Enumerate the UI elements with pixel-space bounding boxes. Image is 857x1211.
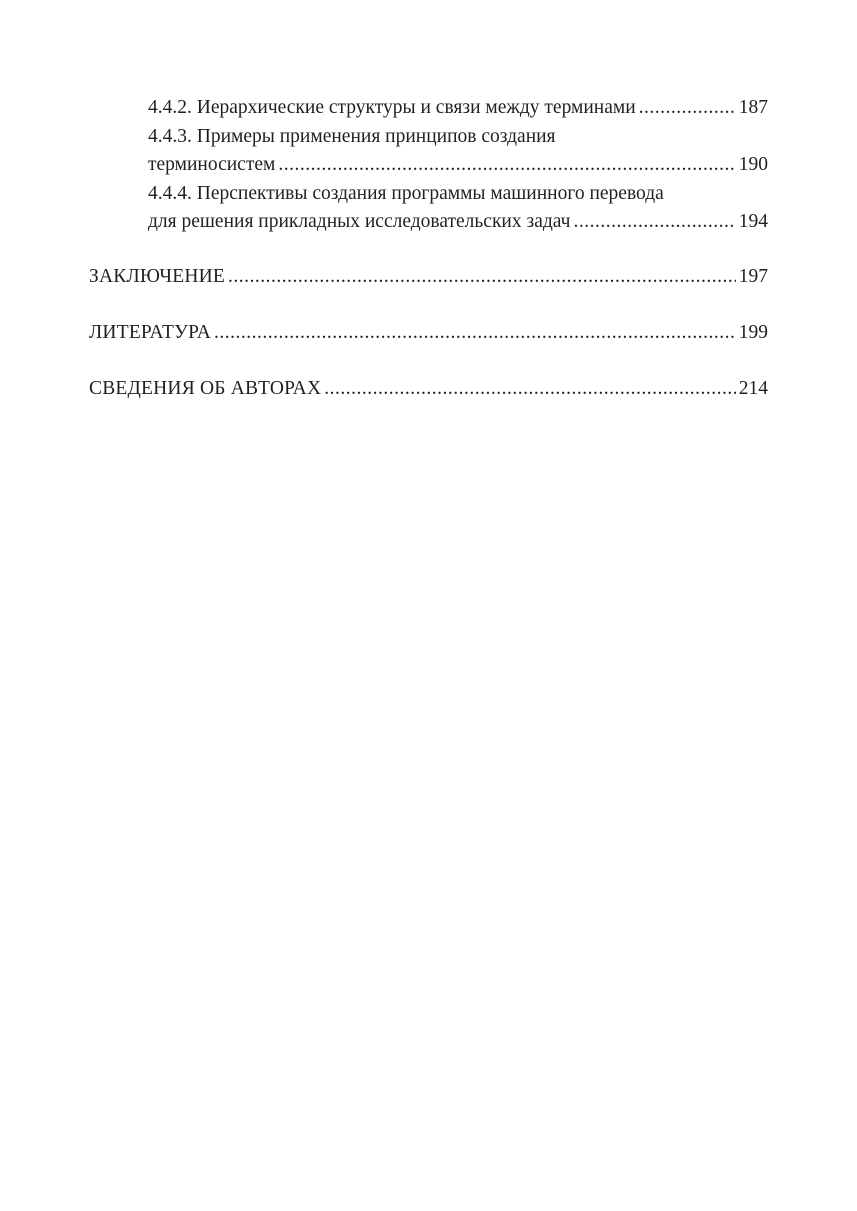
toc-entry-page: 190 <box>738 154 768 175</box>
toc-entry-number: 4.4.3. <box>148 126 192 147</box>
toc-entry-literature[interactable] <box>89 319 768 347</box>
toc-entry-line <box>148 208 768 236</box>
toc-entry-page: 199 <box>738 322 768 343</box>
dot-leader <box>573 208 735 236</box>
toc-entry-page: 214 <box>738 378 768 399</box>
dot-leader <box>214 319 736 347</box>
toc-entry-title-line1: Перспективы создания программы машинного перевода <box>196 183 664 204</box>
toc-entry-title: Иерархические структуры и связи между терминами <box>196 97 636 118</box>
dot-leader <box>228 263 736 291</box>
toc-entry-line <box>148 151 768 179</box>
toc-entry-title-line2: терминосистем <box>148 154 276 175</box>
toc-entry-line <box>89 263 768 291</box>
toc-entry-4-4-2[interactable] <box>148 94 768 122</box>
dot-leader <box>278 151 735 179</box>
toc-entry-4-4-4[interactable] <box>148 180 768 236</box>
toc-entry-line <box>89 319 768 347</box>
toc-entry-conclusion[interactable] <box>89 263 768 291</box>
toc-entry-text <box>148 123 768 151</box>
toc-entry-line <box>148 94 768 122</box>
toc-entry-4-4-3[interactable] <box>148 123 768 179</box>
toc-entry-page: 187 <box>738 97 768 118</box>
table-of-contents <box>89 94 768 403</box>
toc-entry-title-line2: для решения прикладных исследовательских задач <box>148 211 571 232</box>
toc-entry-title: ЛИТЕРАТУРА <box>89 322 211 343</box>
dot-leader <box>639 94 736 122</box>
toc-entry-text <box>148 94 636 122</box>
toc-entry-title: СВЕДЕНИЯ ОБ АВТОРАХ <box>89 378 322 399</box>
toc-entry-text <box>148 180 768 208</box>
dot-leader <box>324 375 736 403</box>
toc-entry-number: 4.4.4. <box>148 183 192 204</box>
toc-entry-page: 194 <box>738 211 768 232</box>
toc-entry-number: 4.4.2. <box>148 97 192 118</box>
toc-entry-title-line1: Примеры применения принципов создания <box>196 126 556 147</box>
toc-entry-line <box>89 375 768 403</box>
toc-entry-title: ЗАКЛЮЧЕНИЕ <box>89 266 226 287</box>
toc-entry-authors[interactable] <box>89 375 768 403</box>
toc-entry-page: 197 <box>738 266 768 287</box>
